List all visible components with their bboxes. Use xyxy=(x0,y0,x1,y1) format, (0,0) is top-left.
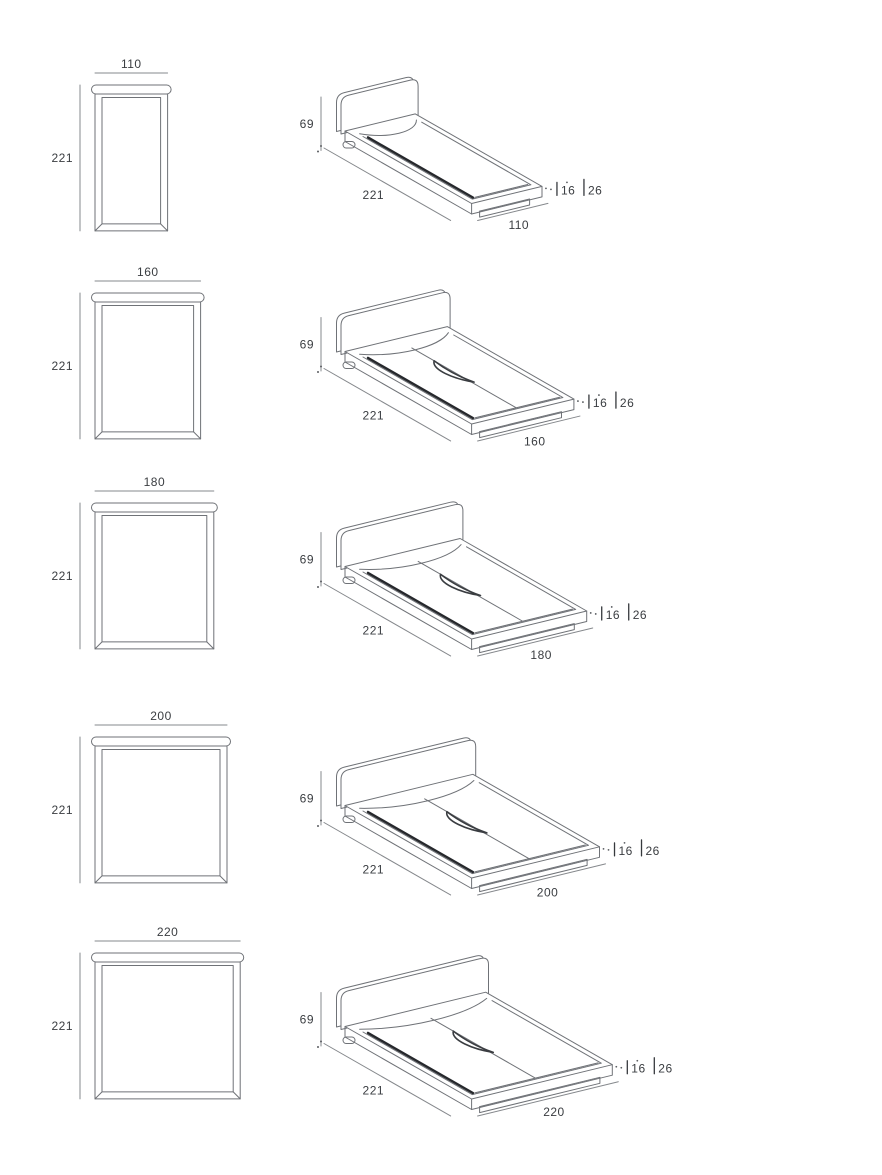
plan-length-label: 221 xyxy=(51,150,73,165)
iso-width-label: 220 xyxy=(543,1104,565,1119)
plan-geometry xyxy=(80,725,231,883)
iso-width-label: 110 xyxy=(508,217,530,232)
iso-height-label: 69 xyxy=(299,116,314,131)
isometric-view xyxy=(285,257,882,477)
plan-geometry xyxy=(80,281,204,439)
plan-drawing xyxy=(40,917,290,1132)
plan-drawing xyxy=(40,257,290,472)
iso-height-label: 69 xyxy=(299,552,314,567)
iso-height-label: 69 xyxy=(299,1012,314,1027)
iso-frame-height-label: 16 xyxy=(605,607,621,622)
plan-view xyxy=(40,49,290,269)
bed-size-row-180 xyxy=(0,467,882,682)
iso-overall-height-label: 26 xyxy=(619,396,635,411)
iso-drawing xyxy=(285,701,882,916)
plan-drawing xyxy=(40,49,290,264)
bed-size-row-160 xyxy=(0,257,882,472)
isometric-view xyxy=(285,467,882,687)
bed-size-row-220 xyxy=(0,917,882,1132)
plan-view xyxy=(40,701,290,921)
plan-view xyxy=(40,467,290,687)
bed-size-row-200 xyxy=(0,701,882,916)
bed-size-row-110 xyxy=(0,49,882,264)
plan-length-label: 221 xyxy=(51,358,73,373)
iso-height-label: 69 xyxy=(299,337,314,352)
plan-view xyxy=(40,917,290,1137)
plan-geometry xyxy=(80,73,171,231)
plan-width-label: 160 xyxy=(137,265,159,279)
iso-width-label: 180 xyxy=(530,647,552,662)
plan-length-label: 221 xyxy=(51,1018,73,1033)
iso-frame-height-label: 16 xyxy=(618,843,633,858)
iso-width-label: 200 xyxy=(536,885,559,900)
iso-overall-height-label: 26 xyxy=(658,1061,673,1076)
isometric-view xyxy=(285,917,882,1137)
iso-overall-height-label: 26 xyxy=(587,183,603,198)
plan-drawing xyxy=(40,467,290,682)
iso-length-label: 221 xyxy=(362,623,385,638)
plan-geometry xyxy=(80,941,244,1099)
plan-geometry xyxy=(80,491,217,649)
iso-frame-height-label: 16 xyxy=(631,1061,646,1076)
iso-drawing xyxy=(285,917,882,1132)
iso-height-label: 69 xyxy=(299,791,314,806)
plan-width-label: 110 xyxy=(120,57,142,71)
iso-geometry xyxy=(317,77,584,220)
plan-length-label: 221 xyxy=(51,802,73,817)
iso-length-label: 221 xyxy=(362,1083,385,1098)
isometric-view xyxy=(285,701,882,921)
iso-drawing xyxy=(285,49,882,264)
plan-view xyxy=(40,257,290,477)
plan-width-label: 200 xyxy=(150,709,172,723)
plan-drawing xyxy=(40,701,290,916)
iso-overall-height-label: 26 xyxy=(632,607,648,622)
plan-width-label: 180 xyxy=(143,475,166,489)
iso-length-label: 221 xyxy=(362,188,385,203)
iso-drawing xyxy=(285,257,882,472)
iso-overall-height-label: 26 xyxy=(645,843,660,858)
iso-drawing xyxy=(285,467,882,682)
iso-width-label: 160 xyxy=(524,434,546,449)
iso-length-label: 221 xyxy=(362,408,385,423)
iso-length-label: 221 xyxy=(362,862,385,877)
iso-frame-height-label: 16 xyxy=(560,183,576,198)
plan-width-label: 220 xyxy=(156,925,179,939)
plan-length-label: 221 xyxy=(51,568,73,583)
isometric-view xyxy=(285,49,882,269)
iso-frame-height-label: 16 xyxy=(592,396,608,411)
